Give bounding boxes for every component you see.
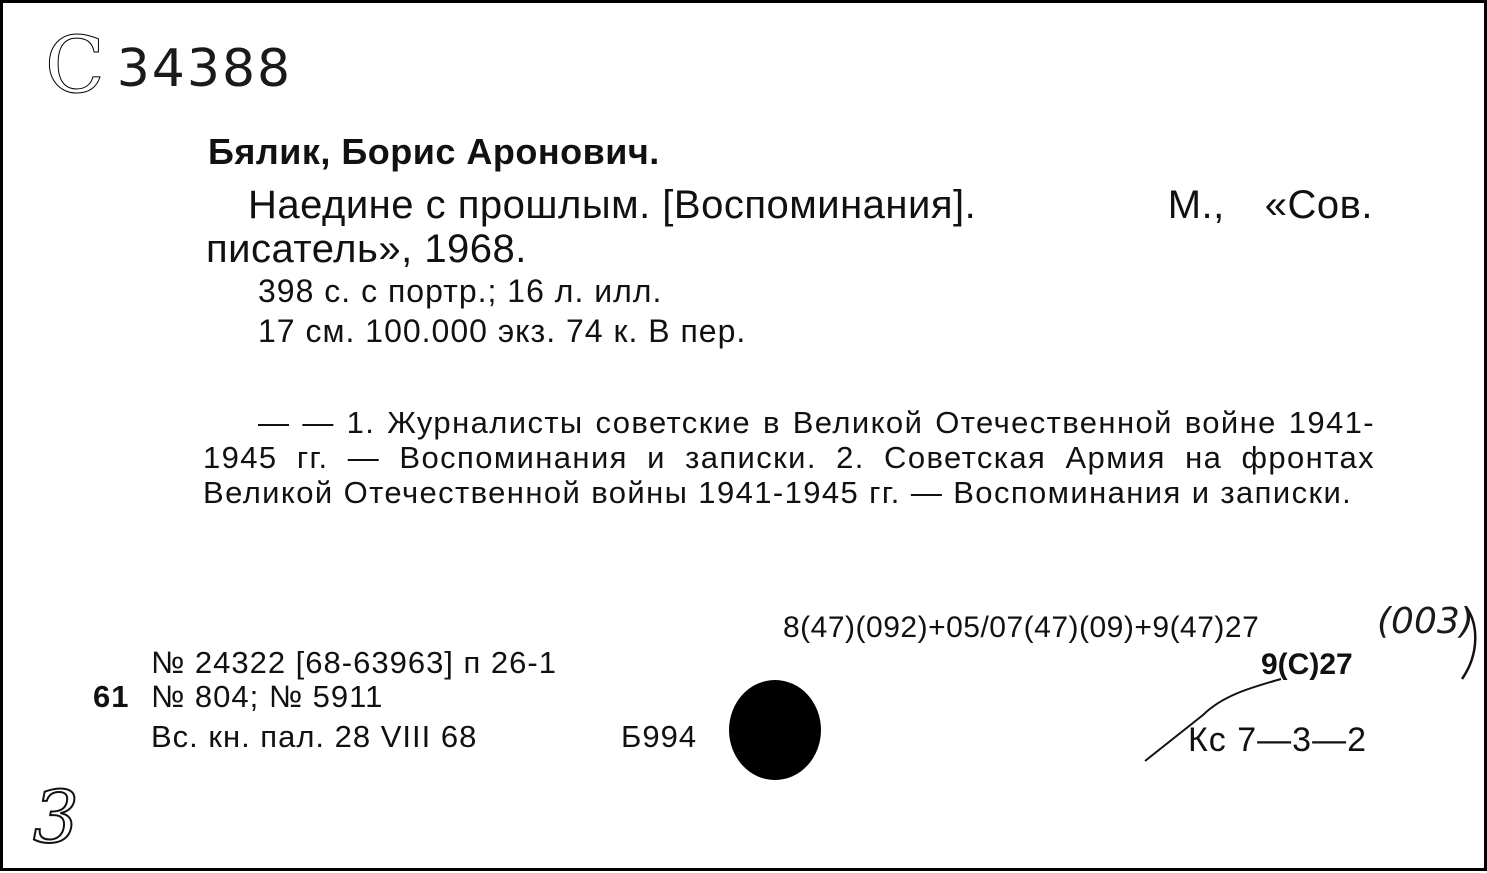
subject-headings: — — 1. Журналисты советские в Великой Отечественной войне 1941-1945 гг. — Воспоминания и записки. 2. Советская Армия на фронтах Великой Отечественной войны 1941-1945 гг. — Воспоминания и записки.	[203, 405, 1375, 510]
publisher-start: «Сов.	[1264, 183, 1373, 227]
registration-prefix: 61	[93, 679, 130, 714]
classification-index: 8(47)(092)+05/07(47)(09)+9(47)27	[783, 611, 1260, 644]
physical-description-1: 398 с. с портр.; 16 л. илл.	[258, 273, 663, 309]
registration-line-1: № 24322 [68-63963] п 26-1	[151, 645, 557, 680]
shelf-code: Кс 7—3—2	[1188, 721, 1367, 759]
handwritten-classification-note: (003)	[1377, 601, 1474, 642]
title-line-2: писатель», 1968.	[206, 227, 527, 271]
author-mark-code: 9(С)27	[1261, 648, 1353, 681]
handwritten-call-number	[45, 21, 292, 111]
call-number: 34388	[116, 39, 293, 99]
physical-description-2: 17 см. 100.000 экз. 74 к. В пер.	[258, 313, 747, 349]
handwritten-mark: 3	[33, 775, 79, 859]
handwritten-bracket	[1458, 603, 1484, 683]
registration-line-2: № 804; № 5911	[151, 679, 384, 714]
title-line-1	[248, 183, 1373, 228]
publication-place: М.,	[1167, 183, 1225, 227]
call-letter: С	[45, 21, 107, 111]
black-stamp-dot	[729, 680, 821, 780]
chamber-line: Вс. кн. пал. 28 VIII 68	[151, 719, 478, 754]
chamber-code: Б994	[621, 719, 698, 754]
author-heading: Бялик, Борис Аронович.	[208, 131, 660, 172]
title-text: Наедине с прошлым. [Воспоминания].	[248, 183, 977, 227]
